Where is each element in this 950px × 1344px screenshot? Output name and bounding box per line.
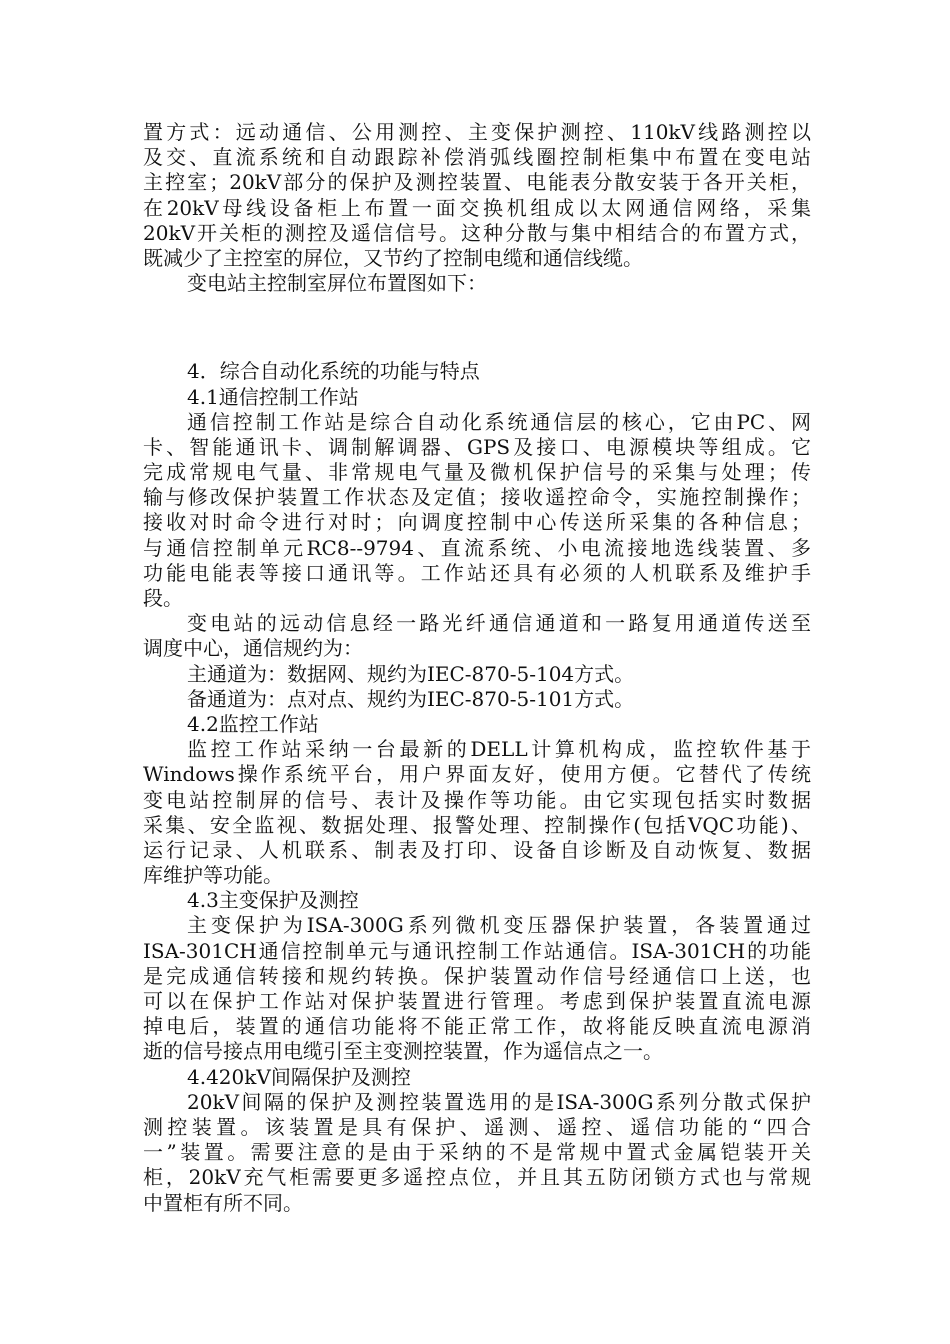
text-line: 主通道为：数据网、规约为IEC-870-5-104方式。: [187, 661, 635, 686]
text-line: 通信控制工作站是综合自动化系统通信层的核心，它由PC、网: [187, 409, 811, 434]
text-line: 监控工作站采纳一台最新的DELL计算机构成，监控软件基于: [187, 737, 811, 762]
text-line: 接收对时命令进行对时；向调度控制中心传送所采集的各种信息；: [143, 510, 811, 535]
text-line: 备通道为：点对点、规约为IEC-870-5-101方式。: [187, 686, 635, 711]
text-line: 输与修改保护装置工作状态及定值；接收遥控命令，实施控制操作；: [143, 485, 811, 510]
text-line: 可以在保护工作站对保护装置进行管理。考虑到保护装置直流电源: [143, 989, 811, 1013]
text-line: ISA-301CH通信控制单元与通讯控制工作站通信。ISA-301CH的功能: [143, 938, 811, 963]
text-line: 卡、智能通讯卡、调制解调器、GPS及接口、电源模块等组成。它: [143, 434, 811, 459]
text-line: 与通信控制单元RC8--9794、直流系统、小电流接地选线装置、多: [143, 535, 811, 560]
text-line: 4.1通信控制工作站: [187, 384, 359, 409]
text-line: 20kV间隔的保护及测控装置选用的是ISA-300G系列分散式保护: [187, 1089, 811, 1114]
text-line: Windows操作系统平台，用户界面友好，使用方便。它替代了传统: [143, 762, 811, 787]
text-line: 采集、安全监视、数据处理、报警处理、控制操作(包括VQC功能)、: [143, 812, 811, 837]
text-line: 变电站控制屏的信号、表计及操作等功能。由它实现包括实时数据: [143, 787, 811, 812]
text-line: 调度中心，通信规约为：: [143, 636, 363, 661]
text-line: 段。: [143, 586, 183, 610]
text-line: 置方式：远动通信、公用测控、主变保护测控、110kV线路测控以: [143, 120, 811, 144]
text-line: 测控装置。该装置是具有保护、遥测、遥控、遥信功能的“四合: [143, 1114, 811, 1139]
text-line: 4.420kV间隔保护及测控: [187, 1064, 411, 1089]
text-line: 库维护等功能。: [143, 863, 283, 888]
text-line: 在20kV母线设备柜上布置一面交换机组成以太网通信网络，采集: [143, 195, 811, 220]
text-line: 掉电后，装置的通信功能将不能正常工作，故将能反映直流电源消: [143, 1014, 811, 1039]
text-line: 主变保护为ISA-300G系列微机变压器保护装置，各装置通过: [187, 913, 811, 938]
text-line: 20kV开关柜的测控及遥信信号。这种分散与集中相结合的布置方式，: [143, 220, 811, 245]
document-body: [143, 120, 811, 1216]
text-line: 完成常规电气量、非常规电气量及微机保护信号的采集与处理；传: [143, 460, 811, 485]
blank-space: [143, 296, 811, 359]
text-line: 既减少了主控室的屏位，又节约了控制电缆和通信线缆。: [143, 245, 643, 270]
text-line: 4.3主变保护及测控: [187, 888, 359, 913]
text-line: 变电站的远动信息经一路光纤通信通道和一路复用通道传送至: [187, 611, 811, 636]
text-line: 主控室；20kV部分的保护及测控装置、电能表分散安装于各开关柜，: [143, 170, 811, 195]
text-line: 中置柜有所不同。: [143, 1190, 303, 1215]
text-line: 4.2监控工作站: [187, 711, 319, 736]
text-line: 是完成通信转接和规约转换。保护装置动作信号经通信口上送，也: [143, 963, 811, 988]
text-line: 变电站主控制室屏位布置图如下：: [187, 271, 487, 296]
text-line: 4．综合自动化系统的功能与特点: [187, 359, 480, 384]
text-line: 柜，20kV充气柜需要更多遥控点位，并且其五防闭锁方式也与常规: [143, 1165, 811, 1190]
text-line: 运行记录、人机联系、制表及打印、设备自诊断及自动恢复、数据: [143, 837, 811, 862]
text-line: 及交、直流系统和自动跟踪补偿消弧线圈控制柜集中布置在变电站: [143, 145, 811, 170]
text-line: 逝的信号接点用电缆引至主变测控装置，作为遥信点之一。: [143, 1039, 663, 1064]
text-line: 功能电能表等接口通讯等。工作站还具有必须的人机联系及维护手: [143, 560, 811, 585]
text-line: 一”装置。需要注意的是由于采纳的不是常规中置式金属铠装开关: [143, 1140, 811, 1165]
